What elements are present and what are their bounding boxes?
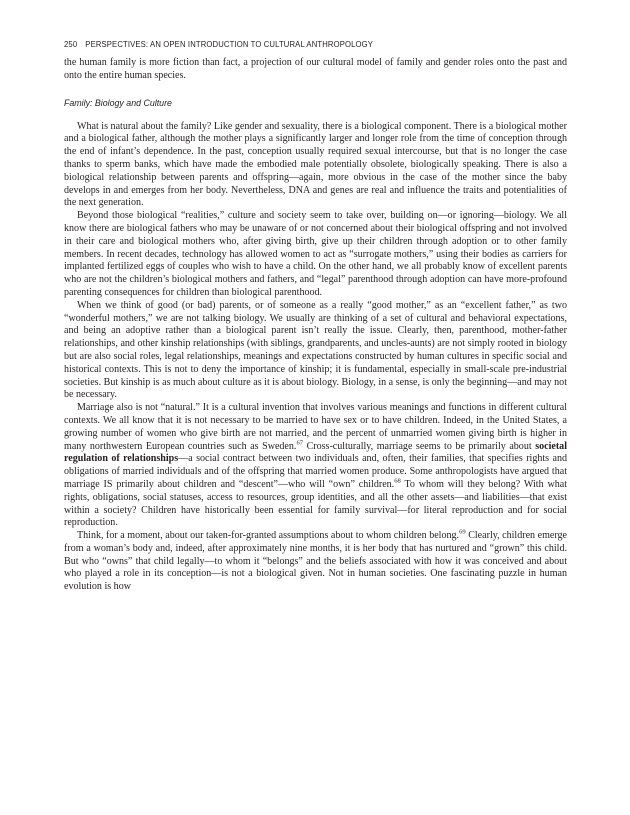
key-term: societal regulation of relationships bbox=[64, 440, 567, 465]
paragraph-text: Think, for a moment, about our taken-for-granted assumptions about to whom children belong. bbox=[77, 530, 460, 542]
paragraph-marriage bbox=[64, 402, 567, 530]
paragraph-children-belong bbox=[64, 530, 567, 594]
paragraph-text: Marriage also is not “natural.” It is a cultural invention that involves various meanings and functions in different cultural contexts. We all know that it is not necessary to be married to have sex or to have children. Indeed, in the United States, a growing number of women who give birth are not married, and the percent of unmarried women giving birth is higher in many northwestern European countries such as Sweden. bbox=[64, 402, 567, 452]
paragraph-text: —a social contract between two individuals and, often, their families, that specifies rights and obligations of married individuals and of the offspring that married women produce. Some anthropologists have argued that marriage IS primarily about children and “descent”—who will “own” children. bbox=[64, 453, 567, 490]
footnote-ref-68[interactable]: 68 bbox=[394, 477, 401, 485]
paragraph-text: Cross-culturally, marriage seems to be primarily about bbox=[303, 440, 536, 452]
paragraph-text: Clearly, children emerge from a woman’s body and, indeed, after approximately nine months, it is her body that has nurtured and “grown” this child. But who “owns” that child legally—to whom it “belongs” and the beliefs associated with how it was conceived and about who played a role in its conception—is not a biological given. Not in human societies. One fascinating puzzle in human evolution is how bbox=[64, 530, 567, 593]
page-number: 250 bbox=[64, 40, 78, 49]
footnote-ref-67[interactable]: 67 bbox=[296, 439, 304, 447]
footnote-ref-69[interactable]: 69 bbox=[459, 528, 466, 536]
paragraph-natural-family: What is natural about the family? Like gender and sexuality, there is a biological component. There is a biological mother and a biological father, although the mother plays a significantly larger and longer role from the time of conception through the end of infant’s dependence. In the past, conception usually required sexual intercourse, but that is no longer the case thanks to sperm banks, which have made the embodied male potentially obsolete, biologically speaking. There is also a biological relationship between parents and offspring—again, more obvious in the case of the mother since the baby develops in and emerges from her body. Nevertheless, DNA and genes are real and influence the traits and potentialities of the next generation. bbox=[64, 120, 567, 209]
paragraph-biological-realities: Beyond those biological “realities,” culture and society seem to take over, building on—or ignoring—biology. We all know there are biological fathers who may be unaware of or not concerned about their biological offspring and not involved in their care and biological mothers who, after giving birth, give up their children through adoption or to other family members. In recent decades, technology has allowed women to act as “surrogate mothers,” using their bodies as carriers for implanted fertilized eggs of couples who wish to have a child. On the other hand, we all probably know of excellent parents who are not the children’s biological mothers and fathers, and “legal” parenthood through adoption can have more-profound parenting consequences for children than biological parenthood. bbox=[64, 210, 567, 298]
paragraph-text: To whom will they belong? With what rights, obligations, social statuses, access to resources, group identities, and all the other assets—and liabilities—that exist within a society? Children have historically been essential for family survival—for literal reproduction and for social reproduction. bbox=[64, 478, 567, 529]
body-text bbox=[64, 57, 567, 594]
paragraph-continued: the human family is more fiction than fact, a projection of our cultural model of family and gender roles onto the past and onto the entire human species. bbox=[64, 57, 567, 81]
running-header bbox=[64, 40, 563, 49]
paragraph-good-parents: When we think of good (or bad) parents, or of someone as a really “good mother,” as an “excellent father,” as two “wonderful mothers,” we are not talking biology. We usually are thinking of a set of cultural and behavioral expectations, and being an adoptive rather than a biological parent isn’t really the issue. Clearly, then, parenthood, mother-father relationships, and other kinship relationships (with siblings, grandparents, and uncles-aunts) are not simply rooted in biology but are also social roles, legal relationships, meanings and expectations constructed by human cultures in specific social and historical contexts. This is not to deny the importance of kinship; it is fundamental, especially in small-scale pre-industrial societies. But kinship is as much about culture as it is about biology. Biology, in a sense, is only the beginning—and may not be necessary. bbox=[64, 299, 567, 401]
running-title: PERSPECTIVES: AN OPEN INTRODUCTION TO CULTURAL ANTHROPOLOGY bbox=[85, 40, 374, 49]
section-heading: Family: Biology and Culture bbox=[64, 97, 172, 109]
